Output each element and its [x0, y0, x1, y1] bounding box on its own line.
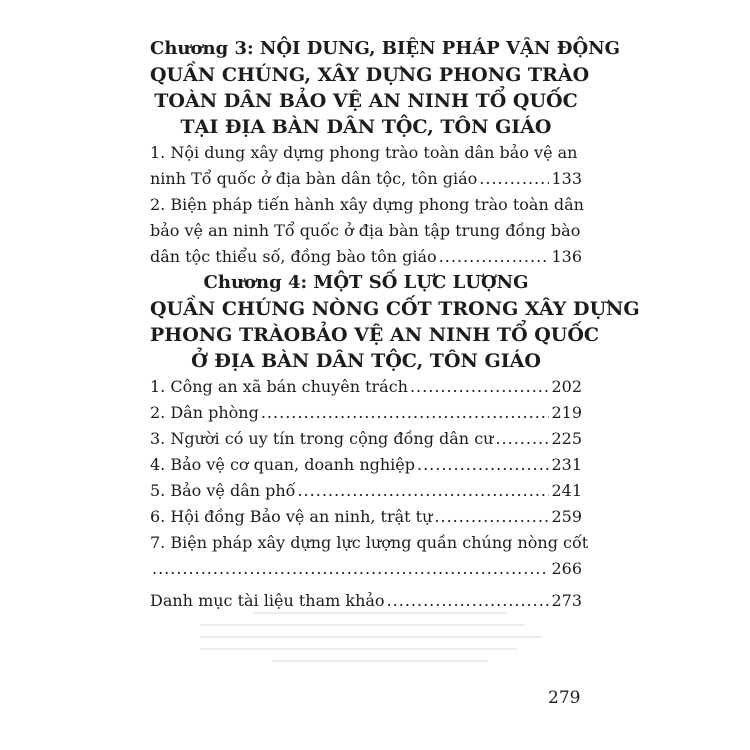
dot-leader: [439, 244, 550, 270]
chapter-3-title-line: QUẦN CHÚNG, XÂY DỰNG PHONG TRÀO: [150, 64, 590, 86]
chapter-4-heading: [150, 270, 640, 374]
toc-entry[interactable]: [150, 478, 582, 504]
chapter-4-title-line: QUẦN CHÚNG NÒNG CỐT TRONG XÂY DỰNG: [150, 298, 640, 320]
toc-page-number: 241: [551, 481, 582, 500]
toc-entry-text: 1. Nội dung xây dựng phong trào toàn dân bảo vệ an: [150, 143, 578, 162]
toc-page-number: 259: [551, 507, 582, 526]
toc-page-number: 133: [551, 169, 582, 188]
chapter-4-title-line: Ở ĐỊA BÀN DÂN TỘC, TÔN GIÁO: [191, 350, 541, 372]
toc-entry[interactable]: [150, 504, 582, 530]
chapter-3-title-line: Chương 3: NỘI DUNG, BIỆN PHÁP VẬN ĐỘNG: [150, 38, 620, 59]
toc-page-number: 266: [551, 559, 582, 578]
dot-leader: [417, 452, 549, 478]
toc-entry-text: 4. Bảo vệ cơ quan, doanh nghiệp: [150, 455, 415, 474]
toc-entry-text: dân tộc thiểu số, đồng bào tôn giáo: [150, 247, 437, 266]
dot-leader: [495, 426, 549, 452]
page-number: 279: [548, 688, 581, 708]
toc-entry-text: 7. Biện pháp xây dựng lực lượng quần chúng nòng cốt: [150, 533, 589, 552]
toc-page-number: 136: [551, 247, 582, 266]
dot-leader: [261, 400, 550, 426]
toc-page-number: 273: [551, 591, 582, 610]
toc-entry[interactable]: [150, 426, 582, 452]
chapter-3-heading: [150, 36, 620, 140]
toc-entry[interactable]: [150, 452, 582, 478]
dot-leader: [479, 166, 549, 192]
toc-entry-text: bảo vệ an ninh Tổ quốc ở địa bàn tập trung đồng bào: [150, 221, 581, 240]
chapter-4-title-line: PHONG TRÀOBẢO VỆ AN NINH TỔ QUỐC: [150, 324, 600, 346]
show-through-text: [200, 612, 560, 690]
chapter-3-title-line: TẠI ĐỊA BÀN DÂN TỘC, TÔN GIÁO: [180, 116, 552, 138]
toc-entry-bibliography[interactable]: [150, 588, 582, 614]
toc-entry-text: 2. Dân phòng: [150, 403, 259, 422]
toc-entry-text: 5. Bảo vệ dân phố: [150, 481, 296, 500]
toc-entry[interactable]: [150, 374, 582, 400]
dot-leader: [434, 504, 549, 530]
chapter-3-title-line: TOÀN DÂN BẢO VỆ AN NINH TỔ QUỐC: [154, 90, 578, 112]
toc-entry[interactable]: [150, 140, 582, 192]
toc-entry-text: ninh Tổ quốc ở địa bàn dân tộc, tôn giáo: [150, 169, 478, 188]
dot-leader: [297, 478, 549, 504]
toc-entry-text: Danh mục tài liệu tham khảo: [150, 591, 385, 610]
dot-leader: [387, 588, 550, 614]
dot-leader: [152, 556, 549, 582]
table-of-contents: [150, 36, 640, 614]
toc-page-number: 231: [551, 455, 582, 474]
toc-entry-text: 6. Hội đồng Bảo vệ an ninh, trật tự: [150, 507, 433, 526]
toc-entry-text: 3. Người có uy tín trong cộng đồng dân cư: [150, 429, 494, 448]
toc-page-number: 225: [551, 429, 582, 448]
chapter-4-title-line: Chương 4: MỘT SỐ LỰC LƯỢNG: [203, 272, 529, 293]
toc-entry[interactable]: [150, 400, 582, 426]
toc-page-number: 219: [551, 403, 582, 422]
toc-entry[interactable]: [150, 192, 582, 270]
toc-entry[interactable]: [150, 530, 589, 582]
toc-entry-text: 2. Biện pháp tiến hành xây dựng phong trào toàn dân: [150, 195, 584, 214]
dot-leader: [410, 374, 549, 400]
toc-entry-text: 1. Công an xã bán chuyên trách: [150, 377, 408, 396]
toc-page-number: 202: [551, 377, 582, 396]
